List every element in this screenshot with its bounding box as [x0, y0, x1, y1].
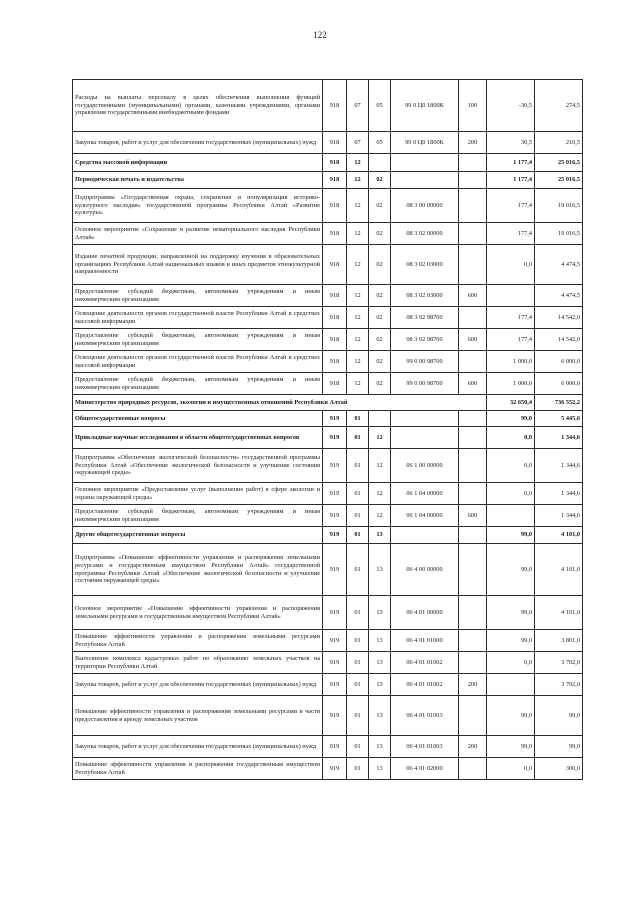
row-name: Предоставление субсидий бюджетным, автономным учреждениям и иным некоммерческим организациям: [73, 373, 323, 395]
ministry-code: 918: [323, 154, 347, 172]
amount-total: 19 016,5: [535, 189, 583, 223]
target-article-code: [391, 154, 459, 172]
section-code: 01: [347, 544, 369, 596]
target-article-code: [391, 411, 459, 427]
expense-type-code: [459, 427, 487, 449]
amount-change: 0,0: [487, 245, 535, 285]
section-code: 12: [347, 351, 369, 373]
amount-change: 1 177,4: [487, 172, 535, 189]
section-code: 01: [347, 505, 369, 527]
target-article-code: 08 3 02 00000: [391, 223, 459, 245]
section-code: 12: [347, 245, 369, 285]
target-article-code: [391, 172, 459, 189]
section-code: 12: [347, 172, 369, 189]
amount-total: 1 344,6: [535, 483, 583, 505]
ministry-code: 918: [323, 172, 347, 189]
ministry-code: 918: [323, 245, 347, 285]
subsection-code: 13: [369, 630, 391, 652]
target-article-code: [391, 527, 459, 544]
row-name: Подпрограмма «Повышение эффективности управления и распоряжения земельными ресурсами и государственным имуществом Республики Алтай» государственной программы Республики Алтай «Обеспечение экологической безопасности и улучшение состояния окружающей среды»: [73, 544, 323, 596]
section-code: 12: [347, 329, 369, 351]
table-row: [73, 189, 583, 223]
target-article-code: 06 4 01 00000: [391, 596, 459, 630]
subsection-code: 02: [369, 189, 391, 223]
expense-type-code: [459, 245, 487, 285]
table-row: [73, 154, 583, 172]
subsection-code: 02: [369, 285, 391, 307]
target-article-code: 08 3 02 98700: [391, 329, 459, 351]
ministry-code: 919: [323, 696, 347, 736]
expense-type-code: [459, 449, 487, 483]
amount-total: 99,0: [535, 696, 583, 736]
amount-change: 0,0: [487, 427, 535, 449]
subsection-code: 05: [369, 80, 391, 132]
subsection-code: 02: [369, 329, 391, 351]
row-name: Периодическая печать и издательства: [73, 172, 323, 189]
amount-total: 736 552,2: [535, 395, 583, 411]
row-name: Подпрограмма «Государственная охрана, сохранение и популяризация историко-культурного наследия» государственной программы Республики Алтай «Развитие культуры»: [73, 189, 323, 223]
amount-total: 4 474,5: [535, 285, 583, 307]
target-article-code: 06 1 04 00000: [391, 505, 459, 527]
section-code: 01: [347, 736, 369, 758]
amount-change: 0,0: [487, 483, 535, 505]
target-article-code: 06 4 01 02000: [391, 758, 459, 780]
subsection-code: [369, 154, 391, 172]
subsection-code: 12: [369, 449, 391, 483]
row-name: Подпрограмма «Обеспечение экологической безопасности» государственной программы Республики Алтай «Обеспечение экологической безопасности и улучшение состояния окружающей среды»: [73, 449, 323, 483]
ministry-code: 919: [323, 630, 347, 652]
subsection-code: 02: [369, 373, 391, 395]
target-article-code: 06 4 01 01002: [391, 652, 459, 674]
table-row: [73, 172, 583, 189]
subsection-code: 13: [369, 544, 391, 596]
amount-total: 1 344,6: [535, 449, 583, 483]
expense-type-code: [459, 696, 487, 736]
expense-type-code: [459, 596, 487, 630]
table-row: [73, 329, 583, 351]
ministry-code: 919: [323, 449, 347, 483]
expense-type-code: [459, 544, 487, 596]
amount-total: 14 542,0: [535, 307, 583, 329]
amount-change: 1 000,0: [487, 351, 535, 373]
budget-table: [72, 79, 583, 780]
ministry-code: 919: [323, 758, 347, 780]
amount-total: 300,0: [535, 758, 583, 780]
section-code: 12: [347, 223, 369, 245]
subsection-code: 12: [369, 483, 391, 505]
target-article-code: 06 4 01 01000: [391, 630, 459, 652]
subsection-code: 02: [369, 172, 391, 189]
table-row: [73, 736, 583, 758]
subsection-code: 02: [369, 223, 391, 245]
row-name: Основное мероприятие «Сохранение и развитие нематериального наследия Республики Алтай»: [73, 223, 323, 245]
row-name: Предоставление субсидий бюджетным, автономным учреждениям и иным некоммерческим организациям: [73, 285, 323, 307]
section-code: 01: [347, 483, 369, 505]
amount-total: 4 101,0: [535, 596, 583, 630]
table-row: [73, 449, 583, 483]
ministry-code: 918: [323, 80, 347, 132]
ministry-code: 918: [323, 307, 347, 329]
amount-total: 3 702,0: [535, 652, 583, 674]
subsection-code: 13: [369, 596, 391, 630]
amount-change: 1 000,0: [487, 373, 535, 395]
section-code: 01: [347, 411, 369, 427]
amount-total: 4 474,5: [535, 245, 583, 285]
amount-total: 25 016,5: [535, 172, 583, 189]
section-code: 07: [347, 132, 369, 154]
row-name: Выполнение комплекса кадастровых работ по образованию земельных участков на территории Республики Алтай: [73, 652, 323, 674]
table-row: [73, 80, 583, 132]
amount-change: -30,5: [487, 80, 535, 132]
ministry-code: 919: [323, 674, 347, 696]
target-article-code: 08 3 02 03000: [391, 245, 459, 285]
subsection-code: 12: [369, 505, 391, 527]
row-name: Предоставление субсидий бюджетным, автономным учреждениям и иным некоммерческим организациям: [73, 329, 323, 351]
subsection-code: 02: [369, 351, 391, 373]
amount-change: 99,0: [487, 736, 535, 758]
amount-total: 210,5: [535, 132, 583, 154]
table-row: [73, 285, 583, 307]
expense-type-code: [459, 527, 487, 544]
row-name: Повышение эффективности управления и распоряжения земельными ресурсами Республики Алтай: [73, 630, 323, 652]
amount-change: 99,0: [487, 411, 535, 427]
amount-total: 3 702,0: [535, 674, 583, 696]
section-code: 01: [347, 674, 369, 696]
amount-total: 6 000,0: [535, 373, 583, 395]
row-name: Повышение эффективности управления и распоряжения государственным имуществом Республики Алтай: [73, 758, 323, 780]
amount-change: 32 650,4: [487, 395, 535, 411]
table-row: [73, 483, 583, 505]
ministry-code: 919: [323, 483, 347, 505]
ministry-code: 918: [323, 223, 347, 245]
table-body: [73, 80, 583, 780]
amount-total: 1 344,6: [535, 505, 583, 527]
ministry-code: 919: [323, 736, 347, 758]
table-row: [73, 696, 583, 736]
amount-change: 177,4: [487, 307, 535, 329]
target-article-code: 99 0 Ц0 1800К: [391, 80, 459, 132]
ministry-code: 919: [323, 596, 347, 630]
expense-type-code: 600: [459, 285, 487, 307]
amount-total: 1 344,6: [535, 427, 583, 449]
subsection-code: 13: [369, 696, 391, 736]
table-row: [73, 544, 583, 596]
ministry-code: 919: [323, 652, 347, 674]
amount-change: 177,4: [487, 329, 535, 351]
row-name: Расходы на выплаты персоналу в целях обеспечения выполнения функций государственными (муниципальными) органами, казенными учреждениями, органами управления государственными внебюджетными фондами: [73, 80, 323, 132]
section-code: 12: [347, 373, 369, 395]
amount-total: 274,5: [535, 80, 583, 132]
table-row: [73, 351, 583, 373]
expense-type-code: 100: [459, 80, 487, 132]
ministry-code: 919: [323, 427, 347, 449]
section-code: 01: [347, 696, 369, 736]
amount-change: 99,0: [487, 544, 535, 596]
row-name: Повышение эффективности управления и распоряжения земельными ресурсами в части предоставления в аренду земельных участков: [73, 696, 323, 736]
amount-change: 1 177,4: [487, 154, 535, 172]
subsection-code: 02: [369, 307, 391, 329]
target-article-code: 06 1 00 00000: [391, 449, 459, 483]
table-row: [73, 411, 583, 427]
expense-type-code: [459, 758, 487, 780]
subsection-code: 05: [369, 132, 391, 154]
target-article-code: 08 3 02 03000: [391, 285, 459, 307]
table-row: [73, 223, 583, 245]
table-row: [73, 132, 583, 154]
amount-change: [487, 285, 535, 307]
expense-type-code: [459, 154, 487, 172]
amount-change: 99,0: [487, 527, 535, 544]
target-article-code: 08 3 02 98700: [391, 307, 459, 329]
subsection-code: 12: [369, 427, 391, 449]
row-name: Закупка товаров, работ и услуг для обеспечения государственных (муниципальных) нужд: [73, 736, 323, 758]
row-name: Общегосударственные вопросы: [73, 411, 323, 427]
ministry-code: 919: [323, 411, 347, 427]
amount-change: 177,4: [487, 189, 535, 223]
ministry-code: 918: [323, 329, 347, 351]
page-number: 122: [313, 30, 327, 40]
ministry-code: 919: [323, 544, 347, 596]
amount-change: 30,5: [487, 132, 535, 154]
amount-total: 25 016,5: [535, 154, 583, 172]
subsection-code: 13: [369, 674, 391, 696]
expense-type-code: 200: [459, 132, 487, 154]
table-row: [73, 373, 583, 395]
target-article-code: 99 0 00 98700: [391, 351, 459, 373]
row-name: Прикладные научные исследования в области общегосударственных вопросов: [73, 427, 323, 449]
section-code: 01: [347, 630, 369, 652]
row-name: Предоставление субсидий бюджетным, автономным учреждениям и иным некоммерческим организациям: [73, 505, 323, 527]
amount-total: 19 016,5: [535, 223, 583, 245]
row-name: Основное мероприятие «Предоставление услуг (выполнение работ) в сфере экологии и охраны окружающей среды»: [73, 483, 323, 505]
amount-total: 4 101,0: [535, 527, 583, 544]
target-article-code: 06 4 00 00000: [391, 544, 459, 596]
ministry-code: 918: [323, 285, 347, 307]
expense-type-code: [459, 172, 487, 189]
expense-type-code: 600: [459, 373, 487, 395]
table-row: [73, 527, 583, 544]
amount-total: 6 000,0: [535, 351, 583, 373]
subsection-code: 13: [369, 527, 391, 544]
amount-total: 99,0: [535, 736, 583, 758]
row-name: Закупка товаров, работ и услуг для обеспечения государственных (муниципальных) нужд: [73, 674, 323, 696]
target-article-code: 99 0 Ц0 1800К: [391, 132, 459, 154]
expense-type-code: [459, 630, 487, 652]
expense-type-code: [459, 483, 487, 505]
section-code: 01: [347, 596, 369, 630]
target-article-code: [391, 427, 459, 449]
subsection-code: 02: [369, 245, 391, 285]
row-name: Закупка товаров, работ и услуг для обеспечения государственных (муниципальных) нужд: [73, 132, 323, 154]
amount-change: 0,0: [487, 449, 535, 483]
amount-change: 99,0: [487, 630, 535, 652]
row-name: Министерство природных ресурсов, экологии и имущественных отношений Республики Алтай: [73, 395, 487, 411]
table-row: [73, 674, 583, 696]
row-name: Издание печатной продукции, направленной на поддержку изучения в образовательных организациях Республики Алтай национальных языков и иных предметов этнокультурной направленности: [73, 245, 323, 285]
table-row: [73, 245, 583, 285]
expense-type-code: [459, 189, 487, 223]
expense-type-code: 600: [459, 329, 487, 351]
table-row: [73, 758, 583, 780]
row-name: Освещение деятельности органов государственной власти Республики Алтай в средствах массовой информации: [73, 307, 323, 329]
target-article-code: 08 3 00 00000: [391, 189, 459, 223]
section-code: 01: [347, 427, 369, 449]
row-name: Средства массовой информации: [73, 154, 323, 172]
section-code: 01: [347, 652, 369, 674]
section-code: 07: [347, 80, 369, 132]
table-row: [73, 596, 583, 630]
expense-type-code: [459, 411, 487, 427]
expense-type-code: [459, 223, 487, 245]
expense-type-code: [459, 351, 487, 373]
amount-total: 14 542,0: [535, 329, 583, 351]
amount-total: 3 801,0: [535, 630, 583, 652]
ministry-code: 918: [323, 373, 347, 395]
expense-type-code: 200: [459, 736, 487, 758]
target-article-code: 06 4 01 01003: [391, 696, 459, 736]
ministry-code: 918: [323, 351, 347, 373]
target-article-code: 06 4 01 01003: [391, 736, 459, 758]
row-name: Основное мероприятие «Повышение эффективности управления и распоряжения земельными ресурсами и государственным имуществом Республики Алтай»: [73, 596, 323, 630]
row-name: Освещение деятельности органов государственной власти Республики Алтай в средствах массовой информации: [73, 351, 323, 373]
table-row: [73, 505, 583, 527]
ministry-code: 918: [323, 132, 347, 154]
section-code: 12: [347, 154, 369, 172]
table-row: [73, 307, 583, 329]
expense-type-code: [459, 307, 487, 329]
table-row: [73, 395, 583, 411]
table-row: [73, 630, 583, 652]
ministry-code: 919: [323, 505, 347, 527]
subsection-code: 13: [369, 736, 391, 758]
amount-change: 0,0: [487, 652, 535, 674]
amount-change: 99,0: [487, 696, 535, 736]
amount-change: 177,4: [487, 223, 535, 245]
amount-change: 99,0: [487, 596, 535, 630]
table-row: [73, 652, 583, 674]
table-row: [73, 427, 583, 449]
row-name: Другие общегосударственные вопросы: [73, 527, 323, 544]
target-article-code: 06 4 01 01002: [391, 674, 459, 696]
section-code: 01: [347, 758, 369, 780]
subsection-code: 13: [369, 652, 391, 674]
amount-change: [487, 505, 535, 527]
subsection-code: 13: [369, 758, 391, 780]
amount-change: [487, 674, 535, 696]
section-code: 01: [347, 527, 369, 544]
amount-total: 5 445,6: [535, 411, 583, 427]
amount-total: 4 101,0: [535, 544, 583, 596]
expense-type-code: 600: [459, 505, 487, 527]
amount-change: 0,0: [487, 758, 535, 780]
ministry-code: 919: [323, 527, 347, 544]
expense-type-code: [459, 652, 487, 674]
section-code: 12: [347, 285, 369, 307]
expense-type-code: 200: [459, 674, 487, 696]
target-article-code: 99 0 00 98700: [391, 373, 459, 395]
subsection-code: [369, 411, 391, 427]
target-article-code: 06 1 04 00000: [391, 483, 459, 505]
section-code: 12: [347, 307, 369, 329]
section-code: 01: [347, 449, 369, 483]
section-code: 12: [347, 189, 369, 223]
ministry-code: 918: [323, 189, 347, 223]
